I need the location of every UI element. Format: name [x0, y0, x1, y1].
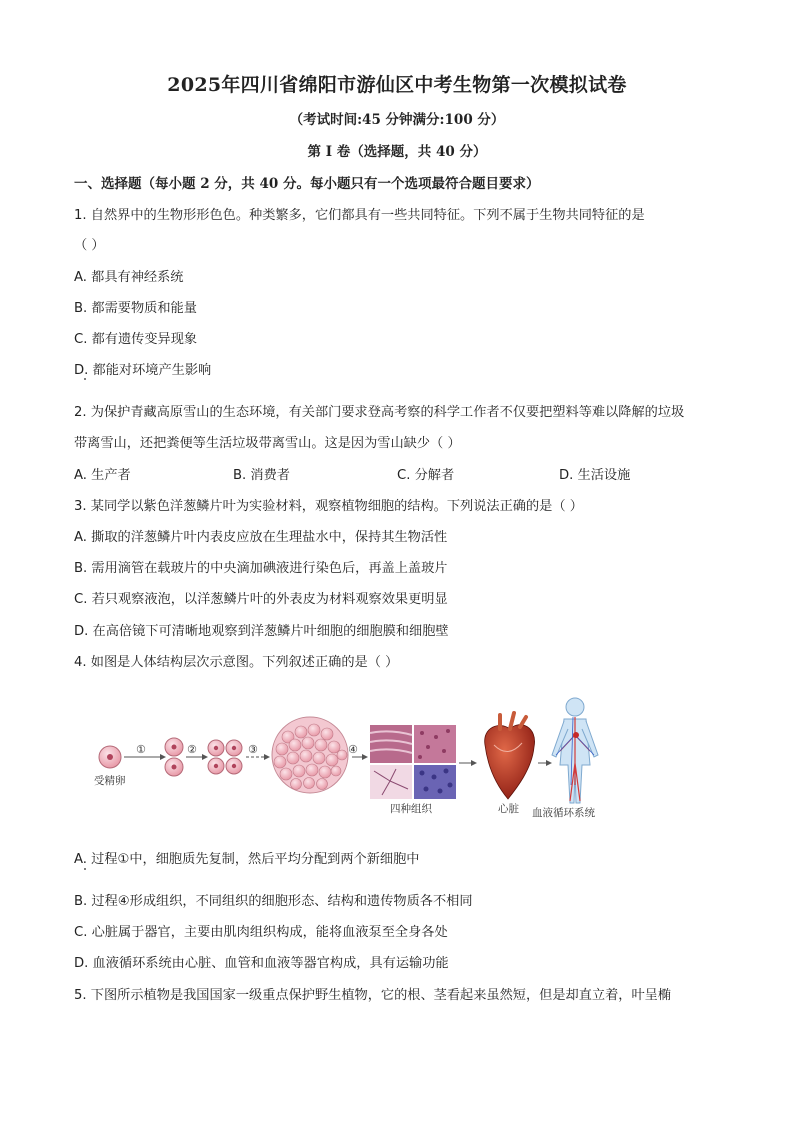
- circulatory-system-label: 血液循环系统: [532, 807, 595, 819]
- step-2-label: ②: [187, 743, 197, 756]
- option-b: B. 需用滴管在载玻片的中央滴加碘液进行染色后，再盖上盖玻片: [74, 561, 448, 576]
- four-tissues-image: [370, 725, 456, 799]
- stray-dot: [84, 868, 86, 870]
- option-c: C. 若只观察液泡，以洋葱鳞片叶的外表皮为材料观察效果更明显: [74, 592, 448, 607]
- option-a: A. 都具有神经系统: [74, 270, 184, 285]
- two-cell-stage: [165, 738, 183, 776]
- zygote-label: 受精卵: [94, 775, 126, 787]
- option-a: A. 生产者: [74, 468, 131, 483]
- question-stem: 1. 自然界中的生物形形色色。种类繁多，它们都具有一些共同特征。下列不属于生物共同特征的是: [74, 208, 645, 223]
- exam-info: （考试时间:45 分钟满分:100 分）: [289, 112, 505, 128]
- question-stem: 4. 如图是人体结构层次示意图。下列叙述正确的是（ ）: [74, 655, 399, 670]
- question-stem: 5. 下图所示植物是我国国家一级重点保护野生植物，它的根、茎看起来虽然短，但是却直立着，叶呈椭: [74, 988, 672, 1003]
- step-4-label: ④: [348, 743, 358, 756]
- question-stem: 带离雪山，还把粪便等生活垃圾带离雪山。这是因为雪山缺少（ ）: [74, 436, 461, 451]
- option-c: C. 心脏属于器官，主要由肌肉组织构成，能将血液泵至全身各处: [74, 925, 448, 940]
- option-d: D. 在高倍镜下可清晰地观察到洋葱鳞片叶细胞的细胞膜和细胞壁: [74, 624, 449, 639]
- option-d: D. 生活设施: [559, 468, 631, 483]
- option-d: D. 都能对环境产生影响: [74, 363, 212, 378]
- option-b: B. 过程④形成组织，不同组织的细胞形态、结构和遗传物质各不相同: [74, 894, 473, 909]
- circulatory-system-image: [552, 698, 598, 803]
- step-1-label: ①: [136, 743, 146, 756]
- option-a: A. 撕取的洋葱鳞片叶内表皮应放在生理盐水中，保持其生物活性: [74, 530, 448, 545]
- question-stem: （ ）: [74, 238, 105, 253]
- option-d: D. 血液循环系统由心脏、血管和血液等器官构成，具有运输功能: [74, 956, 449, 971]
- exam-title: 2025年四川省绵阳市游仙区中考生物第一次模拟试卷: [167, 74, 627, 96]
- option-c: C. 都有遗传变异现象: [74, 332, 198, 347]
- body-structure-figure: [90, 685, 610, 830]
- option-c: C. 分解者: [397, 468, 455, 483]
- question-stem: 2. 为保护青藏高原雪山的生态环境，有关部门要求登高考察的科学工作者不仅要把塑料等难以降解的垃圾: [74, 405, 685, 420]
- option-b: B. 消费者: [233, 468, 290, 483]
- stray-dot: [84, 378, 86, 380]
- cell-cluster: [272, 717, 348, 793]
- section-heading: 一、选择题（每小题 2 分，共 40 分。每小题只有一个选项最符合题目要求）: [74, 176, 540, 192]
- option-a: A. 过程①中，细胞质先复制，然后平均分配到两个新细胞中: [74, 852, 420, 867]
- part-title: 第 I 卷（选择题，共 40 分）: [307, 144, 487, 160]
- four-tissues-label: 四种组织: [390, 803, 432, 815]
- step-3-label: ③: [248, 743, 258, 756]
- option-b: B. 都需要物质和能量: [74, 301, 197, 316]
- heart-label: 心脏: [498, 803, 519, 815]
- zygote-cell: [99, 746, 121, 768]
- heart-image: [485, 713, 535, 799]
- question-stem: 3. 某同学以紫色洋葱鳞片叶为实验材料，观察植物细胞的结构。下列说法正确的是（ ）: [74, 499, 583, 514]
- four-cell-stage: [208, 740, 242, 774]
